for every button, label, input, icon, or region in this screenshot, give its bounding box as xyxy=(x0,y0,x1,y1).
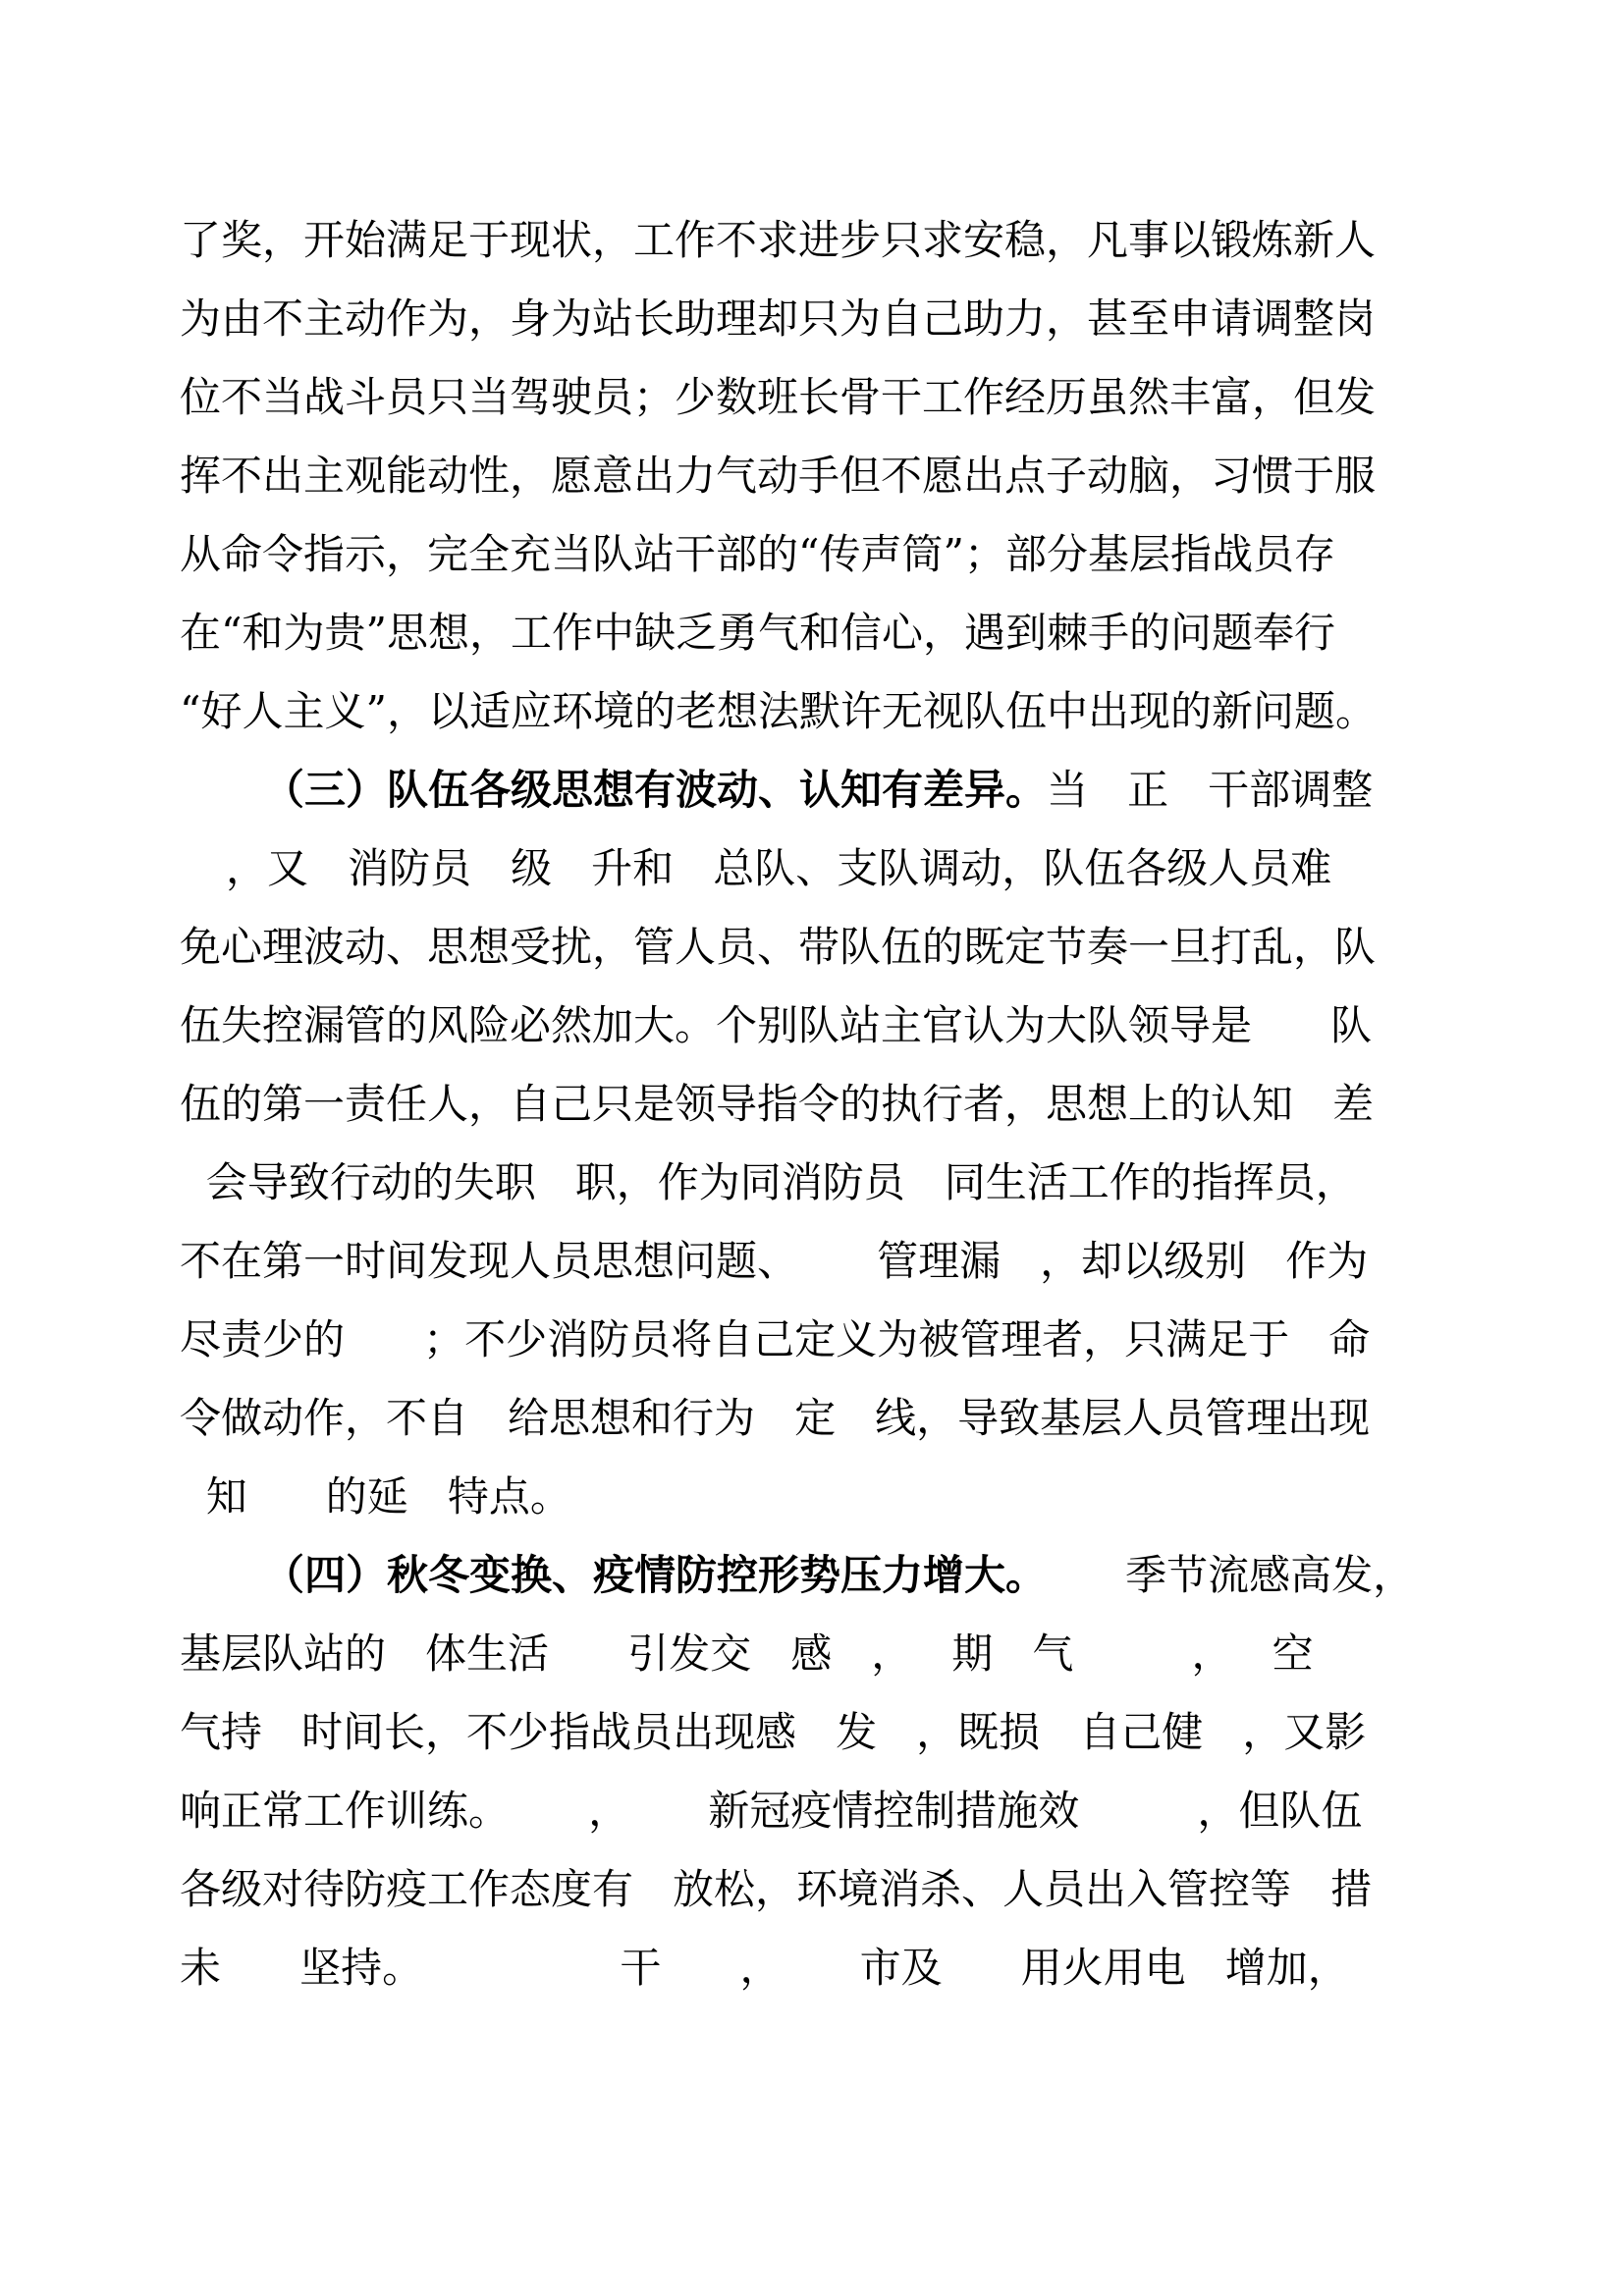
paragraph-2-line-3: 免心理波动、思想受扰，管人员、带队伍的既定节奏一旦打乱，队 xyxy=(180,923,1377,971)
paragraph-1-line-7: “好人主义”，以适应环境的老想法默许无视队伍中出现的新问题。 xyxy=(180,687,1377,735)
paragraph-3-line-4: 响正常工作训练。 ， 新冠疫情控制措施效 ，但队伍 xyxy=(180,1787,1363,1835)
paragraph-1-line-5: 从命令指示，完全充当队站干部的“传声筒”；部分基层指战员存 xyxy=(180,530,1335,578)
section-heading-3: （三）队伍各级思想有波动、认知有差异。 xyxy=(263,766,1048,814)
section-heading-4: （四）秋冬变换、疫情防控形势压力增大。 xyxy=(263,1551,1048,1599)
paragraph-1-line-3: 位不当战斗员只当驾驶员；少数班长骨干工作经历虽然丰富，但发 xyxy=(180,373,1377,421)
paragraph-2-line-4: 伍失控漏管的风险必然加大。个别队站主官认为大队领导是 队 xyxy=(180,1001,1373,1049)
paragraph-1-line-6: 在“和为贵”思想，工作中缺乏勇气和信心，遇到棘手的问题奉行 xyxy=(180,609,1335,657)
paragraph-3-first-line-text: 季节流感高发， xyxy=(1047,1551,1415,1599)
paragraph-2-line-2: ，又 消防员 级 升和 总队、支队调动，队伍各级人员难 xyxy=(226,844,1332,892)
paragraph-2-line-8: 尽责少的 ；不少消防员将自己定义为被管理者，只满足于 命 xyxy=(180,1315,1371,1363)
paragraph-1-line-4: 挥不出主观能动性，愿意出力气动手但不愿出点子动脑，习惯于服 xyxy=(180,452,1377,500)
paragraph-1-line-2: 为由不主动作为，身为站长助理却只为自己助力，甚至申请调整岗 xyxy=(180,294,1377,343)
paragraph-3-line-3: 气持 时间长，不少指战员出现感 发 ，既损 自己健 ，又影 xyxy=(180,1708,1367,1756)
paragraph-3-line-2: 基层队站的 体生活 引发交 感 ， 期 气 ， 空 xyxy=(180,1629,1314,1678)
paragraph-2-line-10: 知 的延 特点。 xyxy=(180,1472,571,1521)
paragraph-3-line-5: 各级对待防疫工作态度有 放松，环境消杀、人员出入管控等 措 xyxy=(180,1865,1373,1913)
paragraph-2-first-line-text: 当 正 干部调整 xyxy=(1047,766,1374,814)
paragraph-2-line-9: 令做动作，不自 给思想和行为 定 线，导致基层人员管理出现 xyxy=(180,1394,1371,1442)
paragraph-3-line-6: 未 坚持。 干 ， 市及 用火用电 增加， xyxy=(180,1944,1349,1992)
paragraph-3-first-line xyxy=(263,1536,1540,1615)
paragraph-2-line-5: 伍的第一责任人，自己只是领导指令的执行者，思想上的认知 差 xyxy=(180,1080,1375,1128)
paragraph-2-line-6: 会导致行动的失职 职，作为同消防员 同生活工作的指挥员， xyxy=(180,1158,1357,1206)
paragraph-1-line-1: 了奖，开始满足于现状，工作不求进步只求安稳，凡事以锻炼新人 xyxy=(180,216,1377,264)
paragraph-2-line-7: 不在第一时间发现人员思想问题、 管理漏 ，却以级别 作为 xyxy=(180,1237,1369,1285)
paragraph-2-first-line xyxy=(263,751,1540,829)
